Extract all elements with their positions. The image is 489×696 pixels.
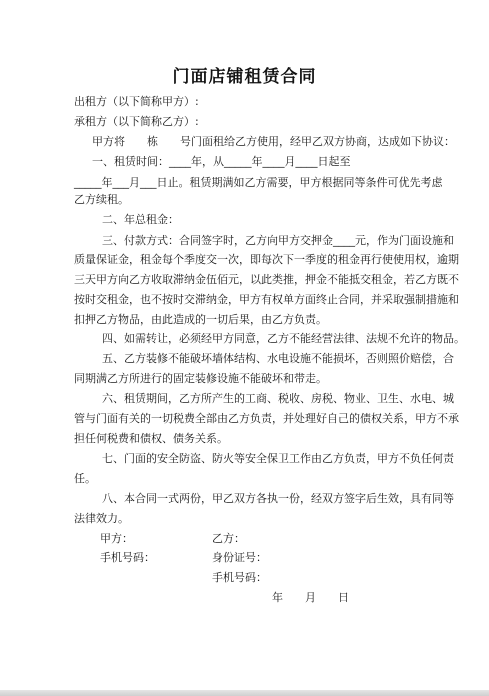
clause-3-line-1: 三、付款方式：合同签字时，乙方向甲方交押金____元，作为门面设施和 [102, 234, 454, 247]
clause-7-line-2: 任。 [74, 472, 96, 485]
party-a-phone-label: 手机号码： [100, 551, 155, 564]
clause-1-line-3: 乙方续租。 [74, 193, 129, 206]
lessor-line: 出租方（以下简称甲方）: [74, 95, 199, 108]
clause-3-line-2: 质量保证金，租金每个季度交一次，即每次下一季度的租金再行使使用权，逾期 [74, 253, 459, 266]
clause-4-line: 四、如需转让，必须经甲方同意，乙方不能经营法律、法规不允许的物品。 [102, 332, 465, 345]
document-title: 门面店铺租赁合同 [172, 67, 317, 87]
clause-5-line-2: 同期满乙方所进行的固定装修设施不能破坏和带走。 [74, 372, 327, 385]
party-b-label: 乙方： [212, 532, 245, 545]
clause-6-line-3: 担任何税费和债权、债务关系。 [74, 432, 228, 445]
lessee-line: 承租方（以下简称乙方）: [74, 115, 199, 128]
clause-3-line-5: 扣押乙方物品，由此造成的一切后果，由乙方负责。 [74, 313, 327, 326]
page-bottom-edge [0, 690, 489, 696]
party-b-phone-label: 手机号码： [212, 571, 267, 584]
clause-8-line-1: 八、本合同一式两份，甲乙双方各执一份，经双方签字后生效，具有同等 [102, 492, 454, 505]
clause-6-line-1: 六、租赁期间，乙方所产生的工商、税收、房税、物业、卫生、水电、城 [102, 392, 454, 405]
clause-5-line-1: 五、乙方装修不能破坏墙体结构、水电设施不能损坏，否则照价赔偿，合 [102, 352, 454, 365]
clause-1-line-1: 一、租赁时间：____年，从_____年____月____日起至 [92, 155, 351, 168]
clause-1-line-2: _____年___月___日止。租赁期满如乙方需要，甲方根据同等条件可优先考虑 [74, 176, 443, 189]
party-a-label: 甲方： [100, 532, 133, 545]
clause-8-line-2: 法律效力。 [74, 512, 129, 525]
party-b-id-label: 身份证号： [212, 551, 267, 564]
clause-3-line-4: 按时交租金，也不按时交滞纳金，甲方有权单方面终止合同，并采取强制措施和 [74, 293, 459, 306]
clause-2-line: 二、年总租金： [102, 213, 179, 226]
clause-6-line-2: 管与门面有关的一切税费全部由乙方负责，并处理好自己的债权关系，甲方不承 [74, 412, 459, 425]
signing-date: 年 月 日 [272, 591, 349, 604]
intro-line: 甲方将 栋 号门面租给乙方使用，经甲乙双方协商，达成如下协议： [92, 135, 455, 148]
clause-7-line-1: 七、门面的安全防盗、防火等安全保卫工作由乙方负责，甲方不负任何责 [102, 452, 454, 465]
clause-3-line-3: 三天甲方向乙方收取滞纳金伍佰元，以此类推，押金不能抵交租金，若乙方既不 [74, 273, 459, 286]
